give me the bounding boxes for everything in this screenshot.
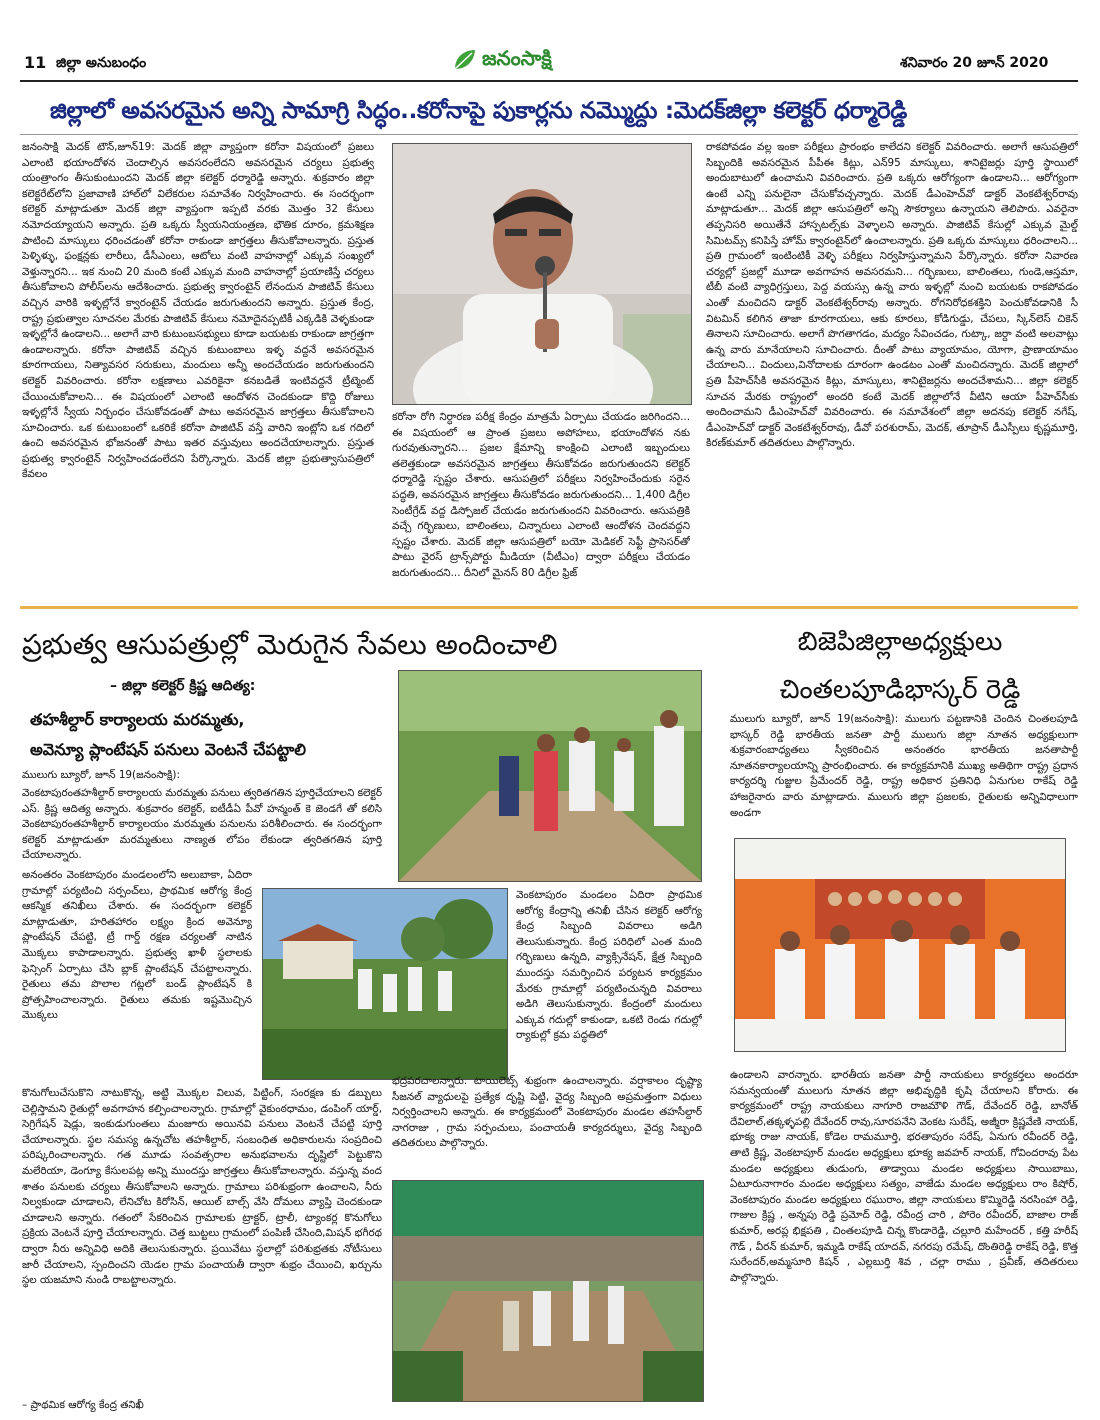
- story2-closing-line: – ప్రాథమిక ఆరోగ్య కేంద్ర తనిఖీ: [22, 1399, 144, 1411]
- issue-date: శనివారం 20 జూన్ 2020: [900, 55, 1049, 71]
- story1-photo-collector-speaking: [392, 143, 692, 405]
- story2-headline: ప్రభుత్వ ఆసుపత్రుల్లో మెరుగైన సేవలు అందించాలి: [22, 628, 558, 661]
- story2-subhead-1: తహశీల్దార్ కార్యాలయ మరమ్మతు,: [30, 710, 245, 729]
- story1-headline-rule: [20, 134, 1078, 135]
- story2-photo-nursery: [392, 1180, 704, 1402]
- masthead-title: జనంసాక్షి: [482, 46, 552, 70]
- masthead: [450, 44, 650, 76]
- story1-headline: జిల్లాలో అవసరమైన అన్ని సామాగ్రి సిద్ధం..కరోనాపై పుకార్లను నమ్మొద్దు :మెదక్‌జిల్లా కలెక్టర్ ధర్మారెడ్డి: [50, 98, 907, 124]
- story2-subhead-2: అవెన్యూ ప్లాంటేషన్ పనులు వెంటనే చేపట్టాలి: [30, 740, 306, 759]
- story2-photo-plantation: [262, 888, 508, 1080]
- header-rule: [20, 80, 1078, 82]
- story2-paragraph-1: వెంకటాపురంతహశీల్దార్ కార్యాలయ మరమ్మతు పనులు త్వరితగతిన పూర్తిచేయాలని కలెక్టర్ ఎస్. క్రిష్ణ ఆదిత్య అన్నారు. శుక్రవారం కలెక్టర్, ఐటీడీఏ పీవో హన్మంత్ కె జెండగే తో కలిసి వెంకటాపురంతహశీల్దార్ కార్యాలయం మరమ్మతు పనులను పరిశీలించారు. ఈ సందర్భంగా కలెక్టర్ మాట్లాడుతూ మరమ్మతులు నాణ్యత లోపం లేకుండా త్వరితగతిన పూర్తి చేయాలన్నారు.: [22, 787, 382, 862]
- story3-headline-line-2: చింతలపూడిభాస్కర్ రెడ్డి: [779, 675, 1021, 705]
- story2-paragraph-2: అనంతరం వెంకటాపురం మండలంలోని అలుబాకా, ఏదిరా గ్రామాల్లో పర్యటించి సర్పంచ్‌లు, ప్రాథమిక ఆరోగ్య కేంద్ర ఆకస్మిక తనిఖీలు చేశారు. ఈ సందర్భంగా కలెక్టర్ మాట్లాడుతూ, హరితహారం లక్ష్యం క్రింద అవెన్యూ ప్లాంటేషన్ చేపట్టి, ట్రీ గార్డ్ రక్షణ చర్యలతో నాటిన మొక్కలు కాపాడాలన్నారు. ప్రభుత్వ ఖాళీ స్థలాలకు ఫెన్సింగ్ ఏర్పాటు చేసి బ్లాక్ ప్లాంటేషన్ చేపట్టాలన్నారు. రైతులు తమ పొలాల గట్లలో బండ్ ప్లాంటేషన్ కి ప్రోత్సహించాలన్నారు. రైతులు తమకు ఇష్టమొచ్చిన మొక్కలు: [22, 869, 252, 1022]
- story1-column-1: జనంసాక్షి మెదక్ టౌన్,జూన్19: మెదక్ జిల్లా వ్యాప్తంగా కరోనా విషయంలో ప్రజలు ఎలాంటి భయాందోళన చెందాల్సిన అవసరంలేదని అవసరమైన చర్యలు ప్రభుత్వ యంత్రాంగం తీసుకుంటుందని మెదక్ జిల్లా కలెక్టర్ ధర్మారెడ్డి అన్నారు. శుక్రవారం జిల్లా కలెక్టరేట్‌లోని ప్రజావాణి హాల్‌లో విలేకరుల సమావేశం నిర్వహించారు. ఈ సందర్భంగా కలెక్టర్ మాట్లాడుతూ మెదక్ జిల్లా వ్యాప్తంగా ఇప్పటి వరకు మొత్తం 32 కేసులు నమోదయ్యాయని అన్నారు. ప్రతి ఒక్కరు స్వీయనియంత్రణ, భౌతిక దూరం, క్రమశిక్షణ పాటించి మాస్కులు ధరించడంతో కరోనా రాకుండా జాగ్రత్తలు తీసుకోవాలన్నారు. ప్రస్తుత పెళ్ళిళ్ళు, ఫంక్షన్లకు లారీలు, డీసీఎంలు, ఆటోలు వంటి వాహనాల్లో ఎక్కువ సంఖ్యలో వెళ్తున్నారని... ఇక నుంచి 20 మంది కంటే ఎక్కువ మంది వాహనాల్లో ప్రయాణిస్తే చర్యలు తీసుకోవాలని పోలీస్‌లను ఆదేశించారు. ప్రభుత్వ క్వారంటైన్ లేనందున పాజిటివ్ కేసులు వచ్చిన వారికి ఇళ్ళల్లోనే క్వారంటైన్ చేయడం జరుగుతుందని అన్నారు. ప్రస్తుత కేంద్ర, రాష్ట్ర ప్రభుత్వాల సూచనల మేరకు పాజిటివ్ కేసులు నమోదైనప్పటికీ ఎక్కడికి వెళ్ళకుండా ఇళ్ళల్లోనే ఉండాలని... అలాగే వారి కుటుంబసభ్యులు కూడా బయటకు రాకుండా జాగ్రత్తగా ఉండాలన్నారు. కరోనా పాజిటివ్ వచ్చిన కుటుంబాలు ఇళ్ళ వద్దనే అవసరమైన కూరగాయలు, నిత్యావసర సరుకులు, మందులు అన్నీ అందచేయడం జరుగుతుందని కలెక్టర్ వివరించారు. కరోనా లక్షణాలు ఎవరికైనా కనబడితే ఇంటివద్దనే ట్రీట్మెంట్ చేయించుకోవాలని... ఈ విషయంలో ఎలాంటి ఆందోళన చెందకుండా కొద్ది రోజులు ఇళ్ళల్లోనే స్వీయ నిర్బంధం చేసుకోవడంతో పాటు అవసరమైన జాగ్రత్తలు తీసుకోవాలని సూచించారు. ఒక కుటుంబంలో ఒకరికే కరోనా పాజిటివ్ వస్తే వారిని ఇంట్లోని ఒక గదిలో ఉంచి అవసరమైన భోజనంతో పాటు ఇతర వస్తువులు అందచేయాలన్నారు. ప్రస్తుత ప్రభుత్వ క్వారంటైన్ నిర్వహించడంలేదని పేర్కొన్నారు. మెదక్ జిల్లా ప్రభుత్వాసుపత్రిలో కేవలం: [22, 141, 374, 481]
- masthead-leaf-icon: [452, 47, 478, 73]
- story3-headline-line-1: బిజెపిజిల్లాఅధ్యక్షులు: [797, 627, 1003, 657]
- story3-photo-bjp-office: [734, 838, 1066, 1052]
- story3-top-text: ములుగు బ్యూరో, జూన్ 19(జనంసాక్షి): ములుగు పట్టణానికి చెందిన చింతలపూడి భాస్కర్ రెడ్డి భారతీయ జనతా పార్టీ ములుగు జిల్లా నూతన అధ్యక్షులుగా శుక్రవారంబాధ్యతలు స్వీకరించిన అనంతరం భారతీయ జనతాపార్టీ నూతనకార్యాలయాన్ని ప్రారంభించారు. ఈ కార్యక్రమానికి ముఖ్య అతిథిగా రాష్ట్ర ప్రధాన కార్యదర్శి గుజ్జుల ప్రేమేందర్ రెడ్డి, రాష్ట్ర అధికార ప్రతినిధి ఏనుగుల రాకేష్ రెడ్డి హాజరైనారు వారు మాట్లాడారు. ములుగు జిల్లా ప్రజలకు, రైతులకు అన్నివిధాలుగా అండగా: [730, 713, 1078, 819]
- section-name: జిల్లా అనుబంధం: [56, 55, 147, 71]
- page-number: 11: [24, 53, 47, 72]
- story1-column-3: రాకపోవడం వల్ల ఇంకా పరీక్షలు ప్రారంభం కాలేదని కలెక్టర్ వివరించారు. అలాగే ఆసుపత్రిలో సిబ్బందికి అవసరమైన పీపీఈ కిట్లు, ఎన్95 మాస్కులు, శానిటైజర్లు పూర్తి స్థాయిలో అందుబాటులో ఉంచామని వివరించారు. ప్రతి ఒక్కరు ఆరోగ్యంగా ఉండాలని... ఆరోగ్యంగా ఉంటే ఎన్ని పనులైనా చేసుకోవచ్చన్నారు. మెదక్ డీఎంహెచ్‌వో డాక్టర్ వెంకటేశ్వర్‌రావు మాట్లాడుతూ... మెదక్ జిల్లా ఆసుపత్రిలో అన్ని సౌకర్యాలు ఉన్నాయని తెలిపారు. ఎవరైనా తప్పనిసరి అయితేనే హాస్పటల్స్‌కు వెళ్ళాలని అన్నారు. పాజిటివ్ కేసుల్లో ఎక్కువ మైల్డ్ సిమిటమ్స్ కనిపిస్తే హోమ్ క్వారంటైన్‌లో ఉంచాలన్నారు. ప్రతి ఒక్కరు మాస్కులు ధరించాలని... ప్రతి గ్రామంలో ఇంటింటికీ వెళ్ళి పరీక్షలు నిర్వహిస్తున్నామని పేర్కొన్నారు. కరోనా నివారణ చర్యల్లో ప్రజల్లో మూడా అవగాహన అవసరమని... గర్భిణులు, బాలింతలు, గుండె,ఆస్తమా, టీబీ వంటి వ్యాధిగ్రస్తులు, పెద్ద వయస్సు ఉన్న వారు ఇళ్ళల్లో నుంచి బయటకు రాకపోవడం ఎంతో మంచిదని డాక్టర్ వెంకటేశ్వర్‌రావు అన్నారు. రోగనిరోధకశక్తిని పెంచుకోవడానికి సీ విటమిన్ కలిగిన తాజా కూరగాయలు, ఆకు కూరలు, కోడిగుడ్డు, చేపలు, స్కిన్‌లెస్ చికెన్ తినాలని సూచించారు. అలాగే పొగతాగడం, మద్యం సేవించడం, గుట్కా, జర్దా వంటి అలవాట్లు ఉన్న వారు మానేయాలని సూచించారు. దీంతో పాటు వ్యాయామం, యోగా, ప్రాణాయామం చేయాలని... విందులు,వినోదాలకు దూరంగా ఉండటం ఎంతో మంచిదన్నారు. మెదక్ జిల్లాలో ప్రతి పీహెచ్‌సీకి అవసరమైన కిట్లు, మాస్కులు, శానిటైజర్లను అందచేశామని... జిల్లా కలెక్టర్ సూచన మేరకు రాష్ట్రంలో అందరి కంటే మెదక్ జిల్లాలోనే వీటిని ఆయా పీహెచ్‌సీకు అందించామని డీఎంహెచ్‌వో వివరించారు. ఈ సమావేశంలో జిల్లా అదనపు కలెక్టర్ నగేష్, డీఎంహెచ్‌వో డాక్టర్ వెంకటేశ్వర్‌రావు, డీవో పరశురామ్, మెదక్, తూప్రాన్ డీఎస్పీలు కృష్ణమూర్తి, కిరణ్‌కుమార్ తదితరులు పాల్గొన్నారు.: [706, 141, 1078, 450]
- story1-column-2: కరోనా రోగి నిర్ధారణ పరీక్ష కేంద్రం మాత్రమే ఏర్పాటు చేయడం జరిగిందని... ఈ విషయంలో ఆ ప్రాంత ప్రజలు అపోహలు, భయాందోళన నకు గురవుతున్నారని... ప్రజల క్షేమాన్ని కాంక్షించి ఎలాంటి ఇబ్బందులు తలెత్తకుండా అవసరమైన జాగ్రత్తలు తీసుకోవడం జరుగుతుందని కలెక్టర్ ధర్మారెడ్డి స్పష్టం చేశారు. ఆసుపత్రిలో పరీక్షలు నిర్వహించేందుకు సరైన పద్ధతి, అవసరమైన జాగ్రత్తలు తీసుకోవడం జరుగుతుందని... 1,400 డిగ్రీల సెంటీగ్రేడ్ వద్ద డిస్పోజల్ చేయడం జరుగుతుందని వివరించారు. ఆసుపత్రికి వచ్చే గర్భిణులు, బాలింతలు, చిన్నారులు ఎలాంటి ఆందోళన చెందవద్దని స్పష్టం చేశారు. మెదక్ జిల్లా ఆసుపత్రిలో బయో మెడికల్ సెఫ్టీ ప్రాసెసర్‌తో పాటు వైరస్ ట్రాన్స్‌పోర్టు మీడియా (వీటీఎం) ద్వారా పరీక్షలు చేయడం జరుగుతుందని... దీనిలో మైనస్ 80 డిగ్రీల ఫ్రిజ్: [392, 411, 690, 579]
- story2-dateline: ములుగు బ్యూరో, జూన్ 19(జనంసాక్షి):: [22, 769, 180, 781]
- story2-middle-column: వెంకటాపురం మండలం ఏదిరా ప్రాథమిక ఆరోగ్య కేంద్రాన్ని తనిఖీ చేసిన కలెక్టర్ ఆరోగ్య కేంద్ర సిబ్బంది వివరాలు అడిగి తెలుసుకున్నారు. కేంద్ర పరిధిలో ఎంత మంది గర్భిణులు ఉన్నది, వ్యాక్సినేషన్, క్షేత్ర సిబ్బంది ముందస్తు సమర్పించిన పర్యటన కార్యక్రమం మేరకు గ్రామాల్లో పర్యటించున్నది వివరాలు అడిగి తెలుసుకున్నారు. కేంద్రంలో మందులు ఎక్కువ గదుల్లో కాకుండా, ఒకటి రెండు గదుల్లో ర్యాకుల్లో క్రమ పద్ధతిలో: [516, 889, 702, 1042]
- story2-byline: – జిల్లా కలెక్టర్ క్రిష్ణ ఆదిత్య:: [110, 678, 256, 694]
- story2-photo-collector-walking: [398, 670, 702, 882]
- story2-paragraph-3: కొనుగోలుచేసుకొని నాటుకొన్న, అట్టి మొక్కల విలువ, పిట్టింగ్, సంరక్షణ కు డబ్బులు చెల్లిస్తామని రైతుల్లో అవగాహన కల్పించాలన్నారు. గ్రామాల్లో వైకుంఠధామం, డంపింగ్ యార్డ్, సెగ్రిగేషన్ షెడ్లు, ఇంకుడుగుంతలు మంజూరు అయినవి పనులు వెంటనే చేపట్టి పూర్తి చేయాలన్నారు. స్థల సమస్య ఉన్నచోట తహశీల్దార్, సంబంధిత అధికారులను సంప్రదించి పరిష్కరించాలన్నారు. గత మూడు సంవత్సరాల అనుభవాలను దృష్టిలో పెట్టుకొని మలేరియా, డెంగ్యూ కేసులపట్ల అన్ని ముందస్తు జాగ్రత్తలు తీసుకోవాలన్నారు. వస్తున్న వంద శాతం పనులకు చర్యలు తీసుకోవాలని అన్నారు. గ్రామాలు పరిశుభ్రంగా ఉంచాలని, నీరు నిల్వకుండా చూడాలని, లేనిచోట కిరోసిన్, ఆయిల్ బాల్స్ వేసి దోమలు వ్యాప్తి చెందకుండా చూడాలని అన్నారు. గతంలో సేకరించిన గ్రామాలకు ట్రాక్టర్, ట్రాలీ, ట్యాంకర్ల కొనుగోలు ప్రక్రియ వెంటనే పూర్తి చేయాలన్నారు. చెత్త బుట్టలు గ్రామంలో పంపిణీ చేసింది,మిషన్ భగీరథ ద్వారా నీరు అన్నివిధి అదికి తెలుసుకున్నారు. ప్రయివేటు స్థలాల్లో పరిశుభ్రతకు నోటీసులు జారీ చేయాలని, స్పందించని యెడల గ్రామ పంచాయతీ ద్వారా శుభ్రం చేయించి, ఖర్చును స్థల యజమాని నుండి రాబట్టాలన్నారు.: [22, 1087, 382, 1287]
- story2-bottom-middle: భద్రపరచాలన్నారు. టాయిలెట్స్ శుభ్రంగా ఉంచాలన్నారు. వర్షాకాలం దృష్ట్యా సీజనల్ వ్యాధులపై ప్రత్యేక దృష్టి పెట్టి, వైద్య సిబ్బంది అప్రమత్తంగా విధులు నిర్వర్తించాలని అన్నారు. ఈ కార్యక్రమంలో వెంకటాపురం మండల తహసీల్దార్ నాగరాజు , గ్రామ సర్పంచులు, పంచాయతీ కార్యదర్శులు, వైద్య సిబ్బంది తదితరులు పాల్గొన్నారు.: [392, 1075, 702, 1150]
- section-divider: [20, 606, 1078, 609]
- story3-bottom-text: ఉండాలని వారన్నారు. భారతీయ జనతా పార్టీ నాయకులు కార్యకర్తలు అందరూ సమన్వయంతో ములుగు నూతన జిల్లా అభివృద్ధికి కృషి చేయాలని కోరారు. ఈ కార్యక్రమంలో రాష్ట్ర నాయకులు నాగూరి రాజమౌళి గౌడ్, దేవేందర్ రెడ్డి, బానోత్ దేవిలాల్,తక్కళ్ళపల్లి దేవేందర్ రావు,సూరపనేని వెంకట సురేష్, అజ్మీరా క్రిష్ణవేణి నాయక్, భూక్య రాజు నాయక్, కోడెల రామమూర్తి, భరతాపురం సరేష్, ఏనుగు రవీందర్ రెడ్డి, తాటి క్రిష్ణ, వెంకటాపూర్ మండల అధ్యక్షులు భూక్య జవహర్ నాయక్, గోవిందరావు పేట మండల అధ్యక్షులు తుడుంగు, తాడ్వాయి మండల అధ్యక్షులు సాయిబాబు, ఏటూరునాగారం మండల అధ్యక్షులు సత్యం, వాజేడు మండల అధ్యక్షులు రాం కిషోర్, వెంకటాపురం మండల అధ్యక్షులు రఘురాం, జిల్లా నాయకులు కొమ్మిరెడ్డి నరసింహా రెడ్డి, గాజుల క్రిష్ణ , అన్నపు రెడ్డి ప్రమోద్ రెడ్డి, రవీంద్ర చారి , పోరెం రవీందర్, బాజాల రాజ్ కుమార్, అరప్ల భిక్షపతి , చింతలపూడి చిన్న కొండారెడ్డి, చల్లూరి మహేందర్ , కత్తి హరీష్ గౌడ్ , వీరన్ కుమార్, ఇమ్మడి రాకేష్ యాదవ్, నగరపు రమేష్, దొంతిరెడ్డి రాకేష్ రెడ్డి, కొత్త సురేందర్,అమ్మసూరి కిషన్ , ఎల్లబుర్తి శివ , చల్లా రాము , ప్రవీణ్, తదితరులు పాల్గొన్నారు.: [730, 1069, 1078, 1284]
